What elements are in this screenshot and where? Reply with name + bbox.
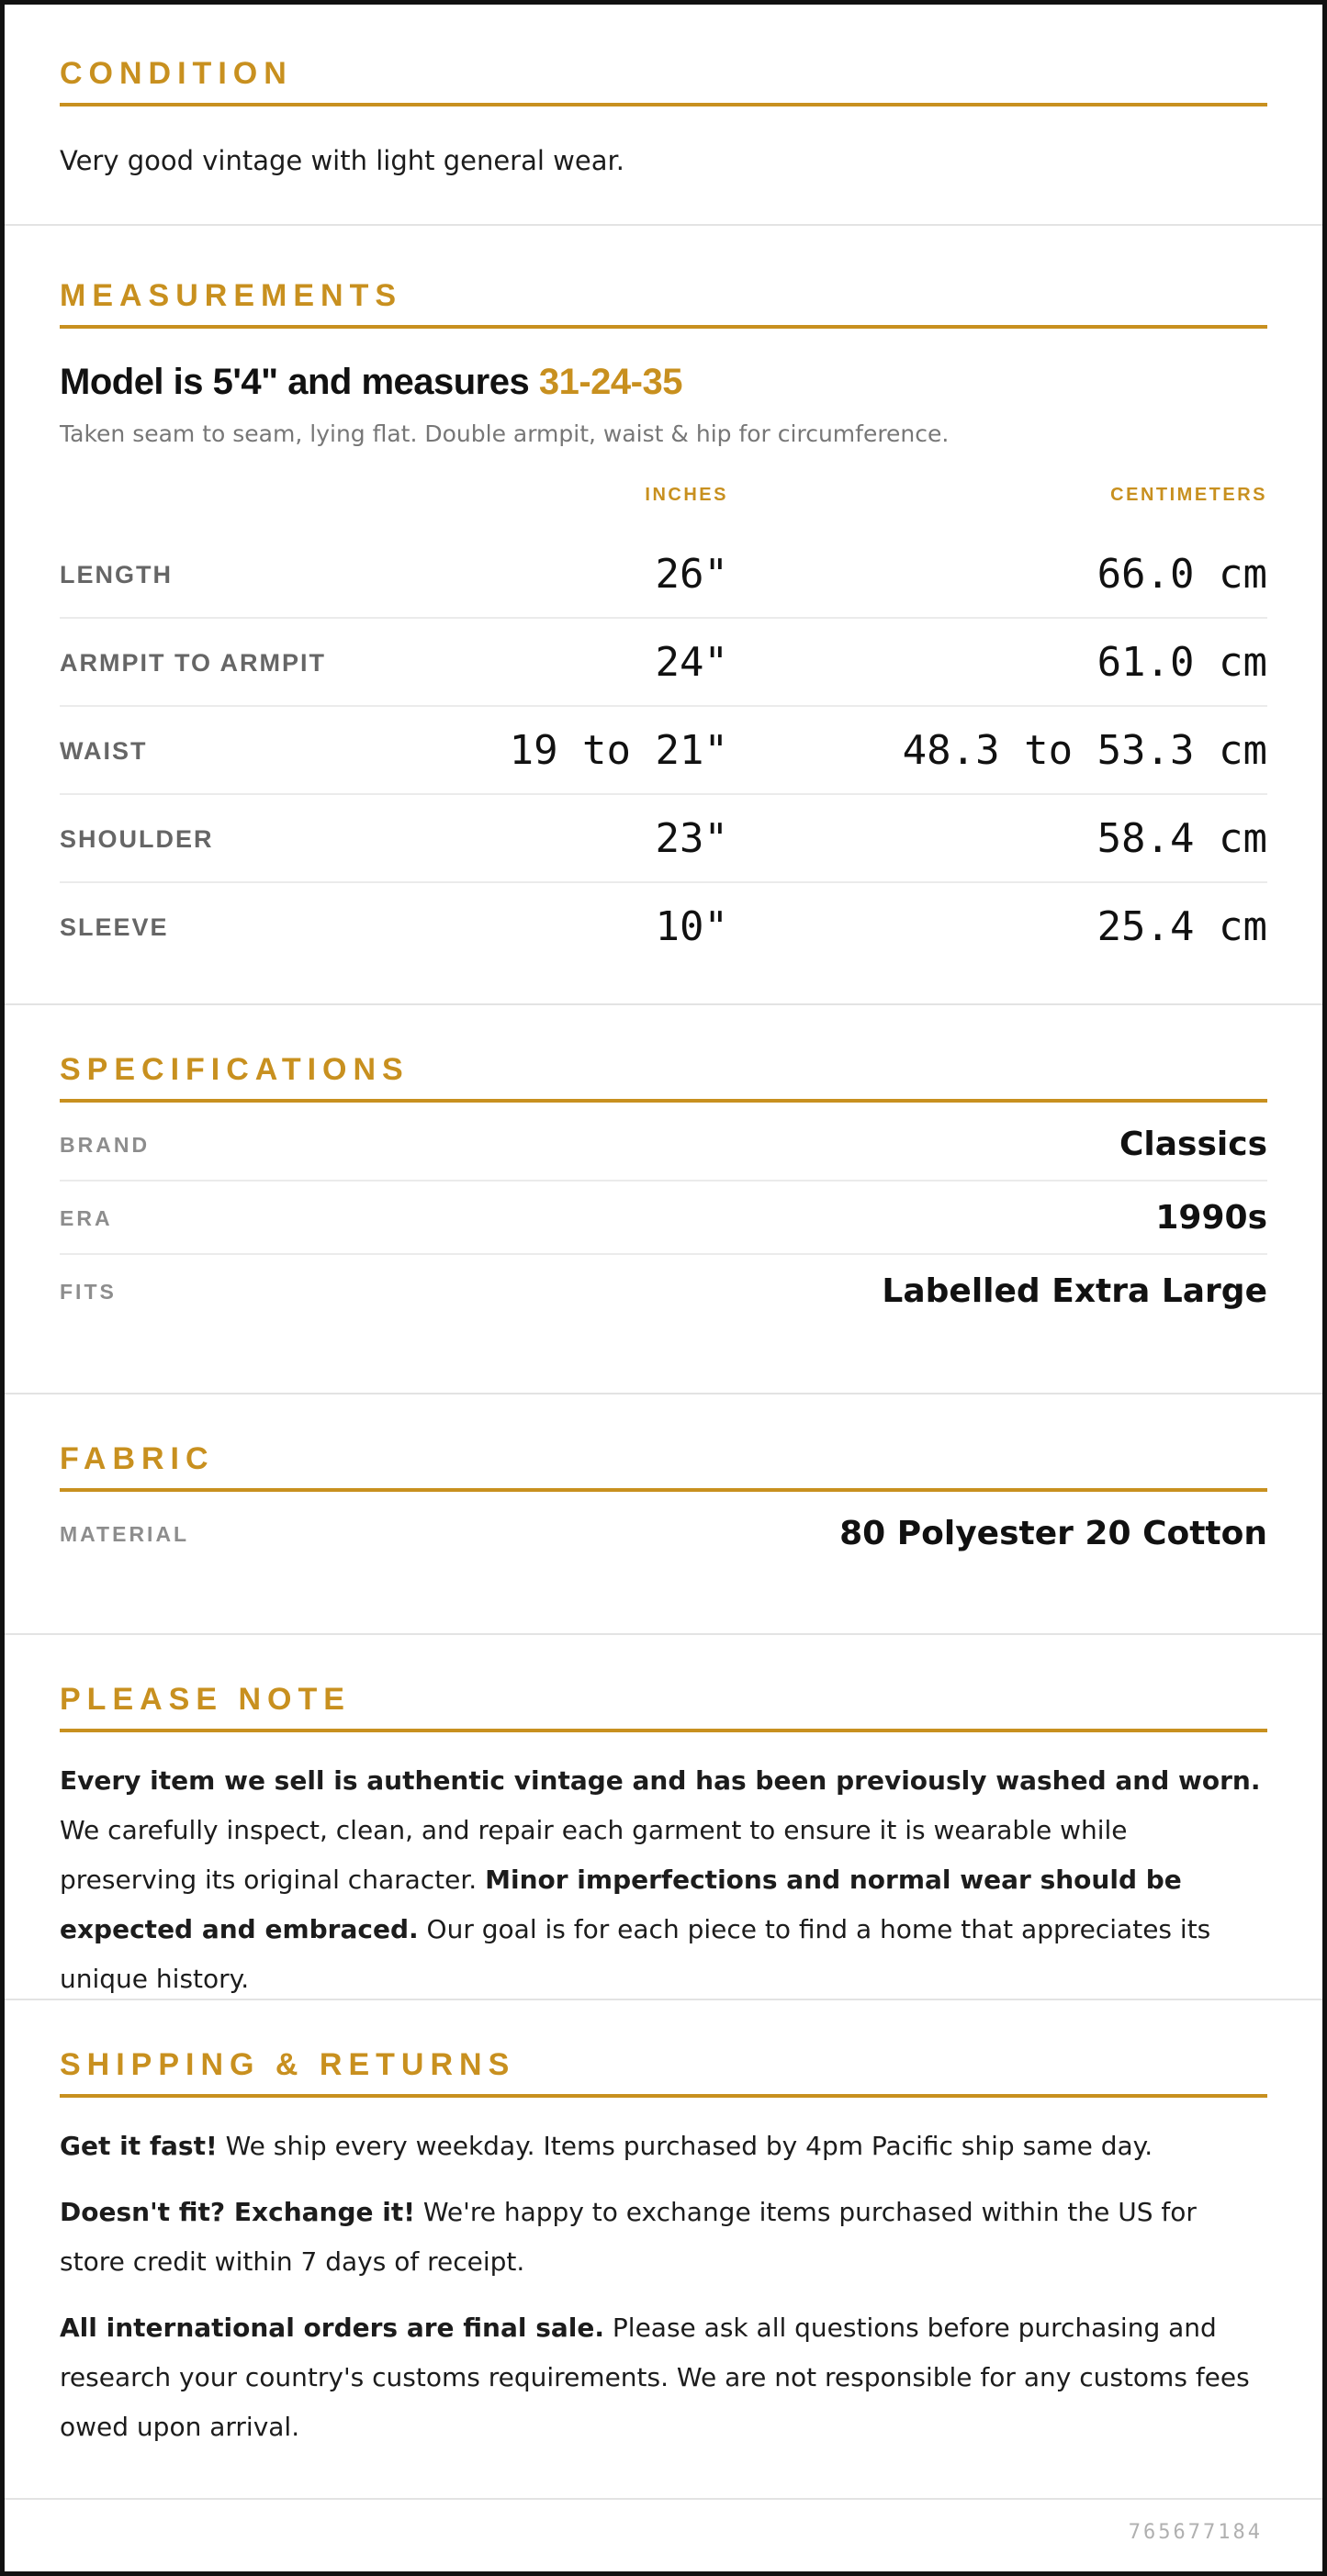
please-note-section xyxy=(5,1635,1322,2000)
note-text-2: Our goal is for each piece to find a home that appreciates its unique history. xyxy=(60,1914,1211,1994)
shipping-section xyxy=(5,2000,1322,2500)
fabric-label: MATERIAL xyxy=(60,1522,190,1546)
please-note-text xyxy=(60,1756,1267,2004)
spec-value: Labelled Extra Large xyxy=(882,1272,1267,1310)
spec-row-era xyxy=(60,1182,1267,1255)
model-prefix: Model is 5'4" and measures xyxy=(60,362,539,402)
spec-label: FITS xyxy=(60,1280,117,1304)
model-info xyxy=(60,362,682,403)
inches-column-header: INCHES xyxy=(645,485,728,505)
measurements-heading: MEASUREMENTS xyxy=(60,277,1267,329)
note-bold-1: Every item we sell is authentic vintage and has been previously washed and worn. xyxy=(60,1765,1261,1796)
measurement-note: Taken seam to seam, lying flat. Double armpit, waist & hip for circumference. xyxy=(60,420,950,447)
shipping-heading: SHIPPING & RETURNS xyxy=(60,2046,1267,2098)
specifications-section xyxy=(5,1005,1322,1394)
item-id: 765677184 xyxy=(1128,2521,1263,2544)
measurement-row-shoulder xyxy=(60,795,1267,883)
please-note-heading: PLEASE NOTE xyxy=(60,1681,1267,1732)
measurement-inches: 23" xyxy=(655,815,728,862)
condition-text: Very good vintage with light general wear. xyxy=(60,145,624,176)
measurement-row-sleeve xyxy=(60,883,1267,971)
measurement-cm: 25.4 cm xyxy=(1096,903,1267,950)
measurement-cm: 61.0 cm xyxy=(1096,639,1267,686)
spec-value: Classics xyxy=(1119,1126,1267,1163)
model-measures: 31-24-35 xyxy=(538,362,682,402)
fabric-section xyxy=(5,1394,1322,1635)
note-text-1: We carefully inspect, clean, and repair each garment to ensure it is wearable while preserving its original character. xyxy=(60,1815,1128,1895)
measurement-label: LENGTH xyxy=(60,561,173,588)
spec-row-brand xyxy=(60,1108,1267,1182)
shipping-bold-1: Get it fast! xyxy=(60,2131,218,2161)
measurement-cm: 66.0 cm xyxy=(1096,551,1267,598)
measurement-cm: 48.3 to 53.3 cm xyxy=(902,727,1267,774)
measurement-row-length xyxy=(60,531,1267,619)
measurements-section xyxy=(5,226,1322,1005)
measurement-inches: 26" xyxy=(655,551,728,598)
measurement-inches: 24" xyxy=(655,639,728,686)
measurement-label: WAIST xyxy=(60,737,148,765)
shipping-bold-3: All international orders are final sale. xyxy=(60,2313,605,2343)
shipping-paragraph-1 xyxy=(60,2122,1267,2171)
spec-label: BRAND xyxy=(60,1133,151,1157)
measurement-inches: 19 to 21" xyxy=(509,727,728,774)
shipping-text-3: Please ask all questions before purchasing and research your country's customs requirements. We are not responsible for any customs fees owed upon arrival. xyxy=(60,2313,1250,2442)
specifications-heading: SPECIFICATIONS xyxy=(60,1051,1267,1103)
shipping-paragraph-2 xyxy=(60,2188,1267,2287)
measurement-row-waist xyxy=(60,707,1267,795)
shipping-text-2: We're happy to exchange items purchased within the US for store credit within 7 days of receipt. xyxy=(60,2197,1197,2277)
condition-section xyxy=(5,5,1322,226)
shipping-bold-2: Doesn't fit? Exchange it! xyxy=(60,2197,415,2227)
measurement-inches: 10" xyxy=(655,903,728,950)
measurement-cm: 58.4 cm xyxy=(1096,815,1267,862)
spec-row-fits xyxy=(60,1255,1267,1328)
fabric-row-material xyxy=(60,1497,1267,1571)
measurement-label: SLEEVE xyxy=(60,913,169,941)
shipping-paragraph-3 xyxy=(60,2303,1267,2452)
spec-value: 1990s xyxy=(1155,1199,1267,1237)
fabric-heading: FABRIC xyxy=(60,1440,1267,1492)
measurement-row-armpit xyxy=(60,619,1267,707)
measurement-label: SHOULDER xyxy=(60,825,214,853)
spec-label: ERA xyxy=(60,1206,113,1230)
measurement-label: ARMPIT TO ARMPIT xyxy=(60,649,326,677)
fabric-value: 80 Polyester 20 Cotton xyxy=(839,1515,1267,1552)
condition-heading: CONDITION xyxy=(60,55,1267,106)
note-bold-2: Minor imperfections and normal wear should be expected and embraced. xyxy=(60,1865,1182,1944)
shipping-text-1: We ship every weekday. Items purchased by 4pm Pacific ship same day. xyxy=(217,2131,1153,2161)
centimeters-column-header: CENTIMETERS xyxy=(1110,485,1267,505)
